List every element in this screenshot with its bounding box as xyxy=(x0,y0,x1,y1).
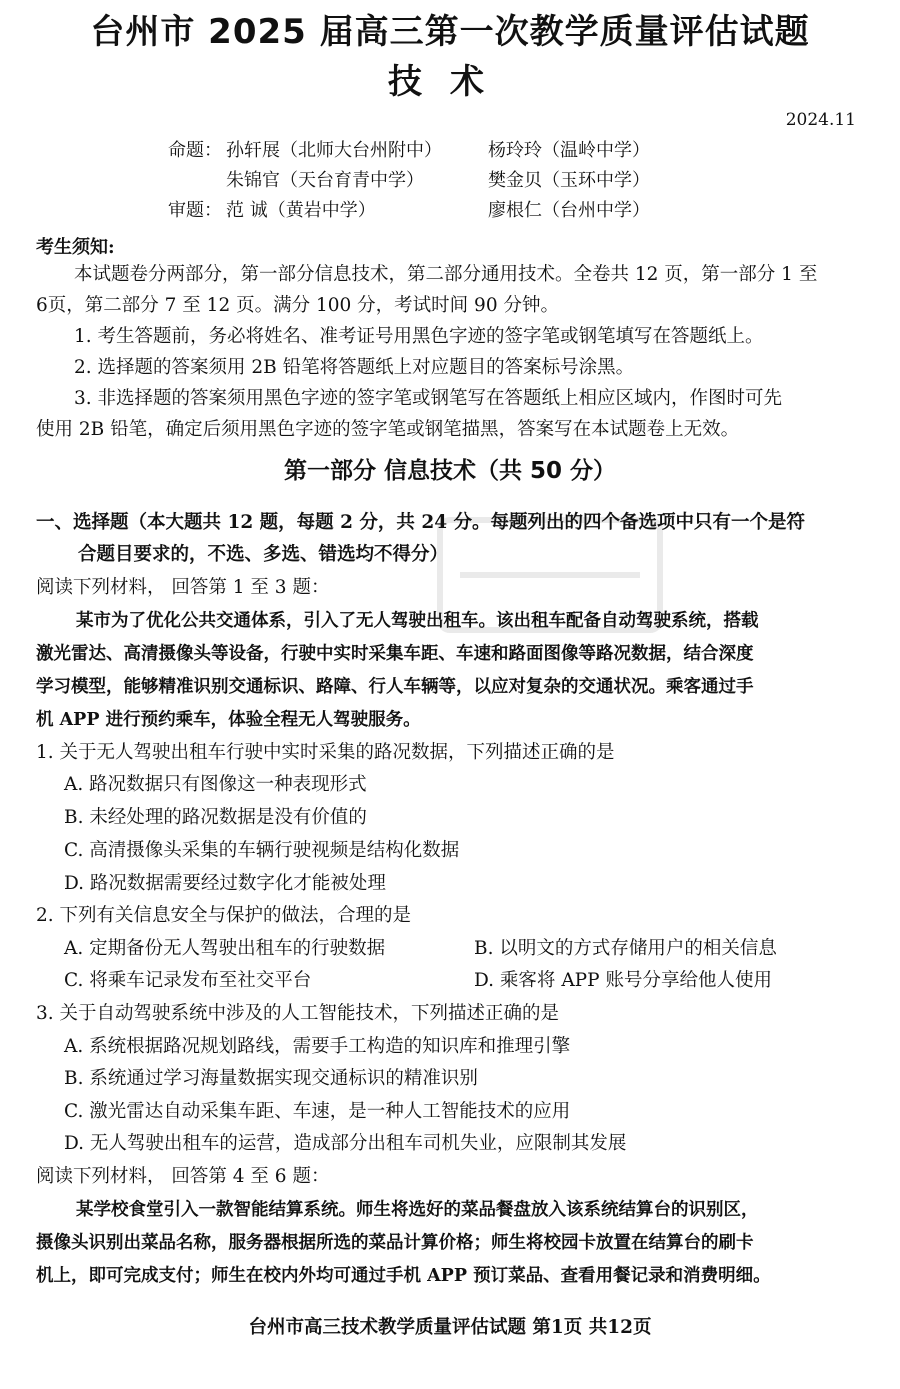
notice-item: 3. 非选择题的答案须用黑色字迹的签字笔或钢笔写在答题纸上相应区域内，作图时可先 xyxy=(74,388,783,409)
author-name: 樊金贝（玉环中学） xyxy=(488,170,650,191)
author-role-review: 审题： xyxy=(168,200,222,221)
author-name: 朱锦官（天台育青中学） xyxy=(226,170,424,191)
material-prompt: 阅读下列材料， 回答第 1 至 3 题： xyxy=(36,577,330,598)
question-option: B. 以明文的方式存储用户的相关信息 xyxy=(474,938,777,959)
question-option: C. 高清摄像头采集的车辆行驶视频是结构化数据 xyxy=(64,840,460,861)
part-heading: 合题目要求的，不选、多选、错选均不得分） xyxy=(78,544,449,565)
author-name: 杨玲玲（温岭中学） xyxy=(488,140,650,161)
question-option: A. 定期备份无人驾驶出租车的行驶数据 xyxy=(64,938,386,959)
question-stem: 2. 下列有关信息安全与保护的做法，合理的是 xyxy=(36,905,412,926)
question-option: D. 乘客将 APP 账号分享给他人使用 xyxy=(474,970,772,991)
notice-item: 2. 选择题的答案须用 2B 铅笔将答题纸上对应题目的答案标号涂黑。 xyxy=(74,357,635,378)
question-option: D. 无人驾驶出租车的运营，造成部分出租车司机失业，应限制其发展 xyxy=(64,1133,627,1154)
question-stem: 1. 关于无人驾驶出租车行驶中实时采集的路况数据，下列描述正确的是 xyxy=(36,742,615,763)
material-text: 某市为了优化公共交通体系，引入了无人驾驶出租车。该出租车配备自动驾驶系统，搭载 xyxy=(76,611,759,631)
page-footer: 台州市高三技术教学质量评估试题 第1页 共12页 xyxy=(248,1317,652,1338)
material-text: 机 APP 进行预约乘车，体验全程无人驾驶服务。 xyxy=(36,710,421,730)
author-role-compile: 命题： xyxy=(168,140,222,161)
question-option: C. 将乘车记录发布至社交平台 xyxy=(64,970,312,991)
notice-intro: 本试题卷分两部分，第一部分信息技术，第二部分通用技术。全卷共 12 页，第一部分 1 至 xyxy=(74,264,818,285)
notice-title: 考生须知: xyxy=(36,237,115,258)
exam-subject: 技术 xyxy=(388,62,512,102)
author-name: 孙轩展（北师大台州附中） xyxy=(226,140,442,161)
question-option: A. 路况数据只有图像这一种表现形式 xyxy=(64,774,367,795)
material-text: 摄像头识别出菜品名称，服务器根据所选的菜品计算价格；师生将校园卡放置在结算台的刷卡 xyxy=(36,1233,754,1253)
material-prompt: 阅读下列材料， 回答第 4 至 6 题： xyxy=(36,1166,330,1187)
notice-intro: 6页，第二部分 7 至 12 页。满分 100 分，考试时间 90 分钟。 xyxy=(36,295,559,316)
exam-date: 2024.11 xyxy=(785,110,856,130)
question-option: B. 系统通过学习海量数据实现交通标识的精准识别 xyxy=(64,1068,478,1089)
section-title: 第一部分 信息技术（共 50 分） xyxy=(283,458,617,484)
material-text: 某学校食堂引入一款智能结算系统。师生将选好的菜品餐盘放入该系统结算台的识别区， xyxy=(76,1200,759,1220)
question-option: D. 路况数据需要经过数字化才能被处理 xyxy=(64,873,386,894)
notice-item: 1. 考生答题前，务必将姓名、准考证号用黑色字迹的签字笔或钢笔填写在答题纸上。 xyxy=(74,326,764,347)
part-heading: 一、选择题（本大题共 12 题，每题 2 分，共 24 分。每题列出的四个备选项中只有一个是符 xyxy=(36,512,806,533)
question-stem: 3. 关于自动驾驶系统中涉及的人工智能技术，下列描述正确的是 xyxy=(36,1003,560,1024)
question-option: C. 激光雷达自动采集车距、车速，是一种人工智能技术的应用 xyxy=(64,1101,571,1122)
notice-item: 使用 2B 铅笔，确定后须用黑色字迹的签字笔或钢笔描黑，答案写在本试题卷上无效。 xyxy=(36,419,740,440)
question-option: B. 未经处理的路况数据是没有价值的 xyxy=(64,807,367,828)
exam-title: 台州市 2025 届高三第一次教学质量评估试题 xyxy=(90,12,810,52)
question-option: A. 系统根据路况规划路线，需要手工构造的知识库和推理引擎 xyxy=(64,1036,571,1057)
material-text: 学习模型，能够精准识别交通标识、路障、行人车辆等，以应对复杂的交通状况。乘客通过手 xyxy=(36,677,754,697)
author-name: 范 诚（黄岩中学） xyxy=(226,200,376,221)
material-text: 机上，即可完成支付；师生在校内外均可通过手机 APP 预订菜品、查看用餐记录和消费明细。 xyxy=(36,1266,771,1286)
material-text: 激光雷达、高清摄像头等设备，行驶中实时采集车距、车速和路面图像等路况数据，结合深度 xyxy=(36,644,754,664)
author-name: 廖根仁（台州中学） xyxy=(488,200,650,221)
